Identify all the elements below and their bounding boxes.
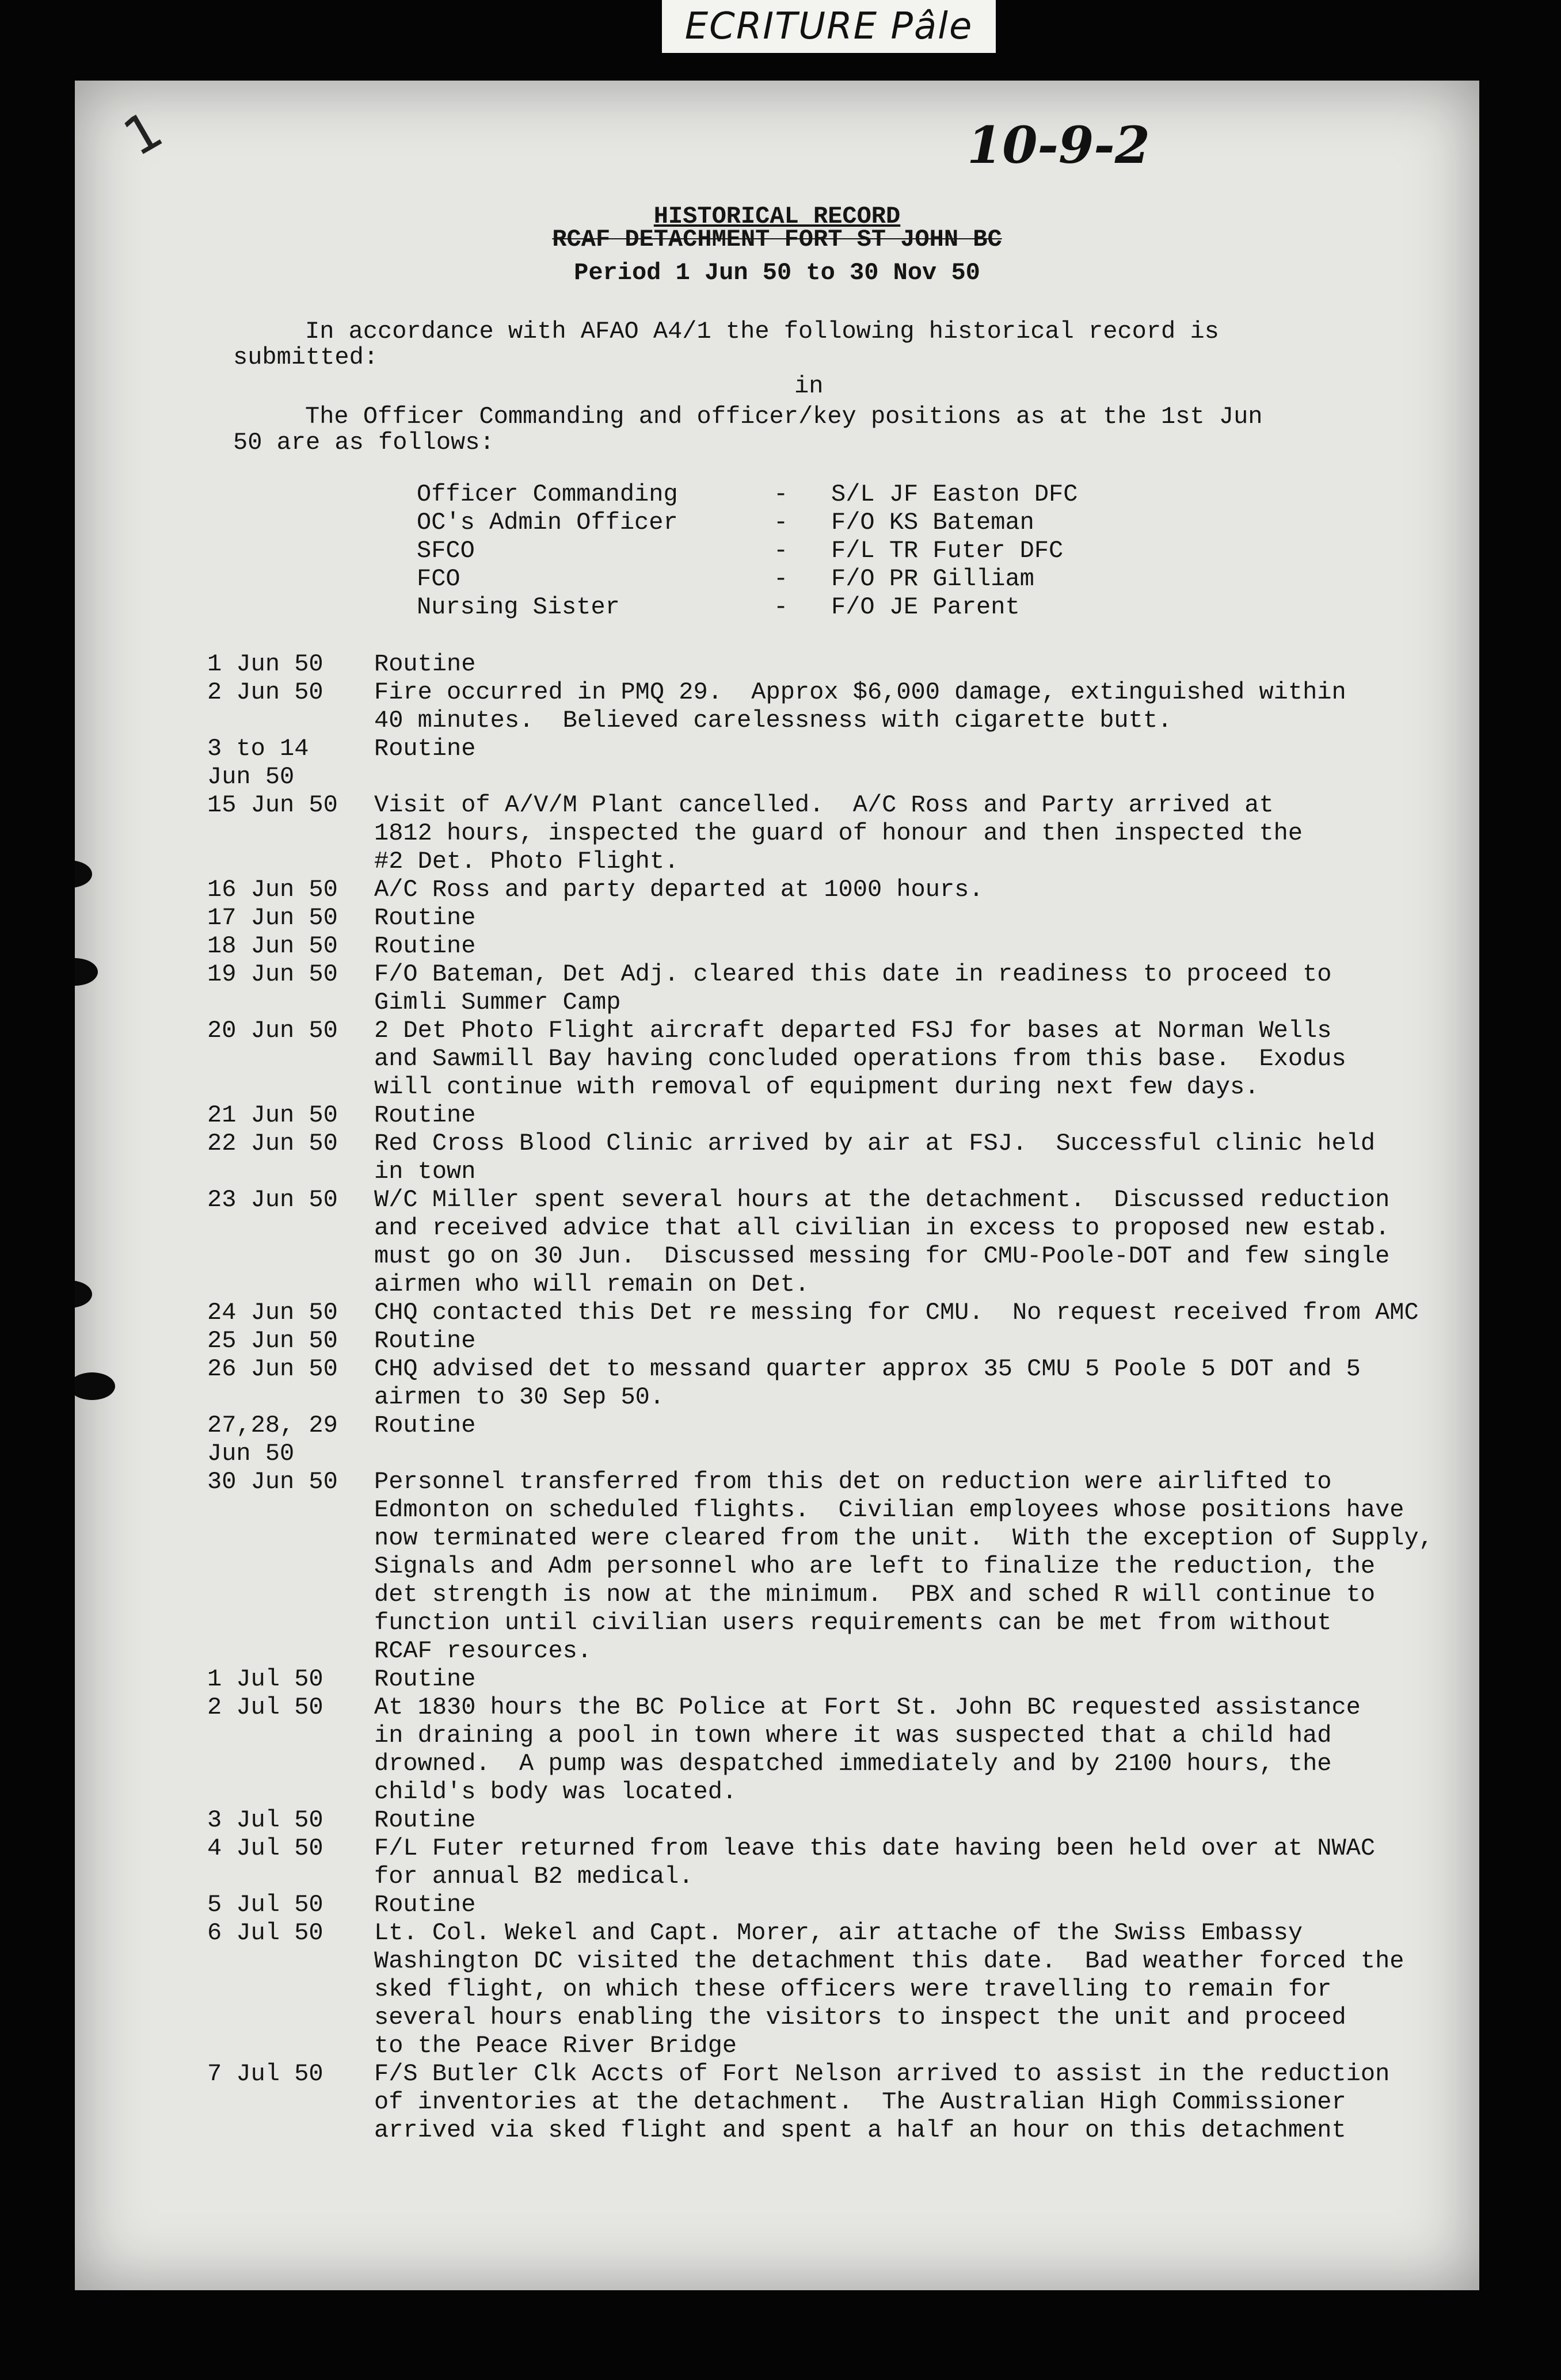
entry-date: 6 Jul 50 [207,1919,323,1947]
intro-line-1: In accordance with AFAO A4/1 the following historical record is [305,318,1219,345]
document-page [75,81,1479,2290]
unit-name: RCAF DETACHMENT FORT ST JOHN BC [552,226,1002,253]
position-role: FCO [417,565,460,593]
entry-text: Personnel transferred from this det on reduction were airlifted to Edmonton on scheduled flights. Civilian employees whose positions have now terminated were cleared from the unit. With the exception of Supply, Signals and Adm personnel who are left to finalize the reduction, the det strength is now at the minimum. PBX and sched R will continue to function until civilian users requirements can be met from without RCAF resources. [374,1468,1433,1665]
position-holder: S/L JF Easton DFC [831,480,1078,508]
position-row [417,593,1292,621]
entry-text: Routine [374,650,476,678]
entry-date: 17 Jun 50 [207,904,338,932]
position-role: SFCO [417,537,475,565]
entry-text: Fire occurred in PMQ 29. Approx $6,000 damage, extinguished within 40 minutes. Believed carelessness with cigarette butt. [374,678,1346,734]
record-entry [207,1186,1474,1299]
record-entry [207,1919,1474,2060]
record-entry [207,1891,1474,1919]
entry-date: 15 Jun 50 [207,791,338,819]
period-line: Period 1 Jun 50 to 30 Nov 50 [574,259,980,287]
entry-text: Routine [374,1806,476,1834]
punch-hole-mark [75,1280,92,1308]
record-entry [207,1130,1474,1186]
position-holder: F/L TR Futer DFC [831,537,1064,565]
record-entry [207,791,1474,876]
entry-date: 4 Jul 50 [207,1834,323,1862]
intro-insert: in [794,372,824,400]
record-entry [207,1694,1474,1806]
position-dash: - [774,537,789,565]
entry-text: Routine [374,1891,476,1919]
entry-text: F/L Futer returned from leave this date having been held over at NWAC for annual B2 medical. [374,1834,1376,1890]
entry-text: 2 Det Photo Flight aircraft departed FSJ for bases at Norman Wells and Sawmill Bay having concluded operations from this base. Exodus will continue with removal of equipment during next few days. [374,1017,1346,1101]
entry-text: Routine [374,1327,476,1355]
entry-text: CHQ advised det to messand quarter approx 35 CMU 5 Poole 5 DOT and 5 airmen to 30 Sep 50. [374,1355,1361,1411]
position-holder: F/O PR Gilliam [831,565,1034,593]
entry-text: Routine [374,1665,476,1693]
position-holder: F/O KS Bateman [831,509,1034,536]
key-positions-list [417,480,1292,621]
entry-text: F/S Butler Clk Accts of Fort Nelson arrived to assist in the reduction of inventories at the detachment. The Australian High Commissioner arrived via sked flight and spent a half an hour on this detachment [374,2060,1390,2144]
file-number: 10-9-2 [967,115,1150,175]
entry-text: Routine [374,735,476,762]
entry-date: 30 Jun 50 [207,1468,338,1496]
record-entry [207,1355,1474,1412]
entry-text: W/C Miller spent several hours at the detachment. Discussed reduction and received advice that all civilian in excess to proposed new estab. must go on 30 Jun. Discussed messing for CMU-Poole-DOT and few single airmen who will remain on Det. [374,1186,1390,1298]
position-dash: - [774,593,789,621]
entry-date: 3 Jul 50 [207,1806,323,1834]
entry-date: 5 Jul 50 [207,1891,323,1919]
entry-date: 7 Jul 50 [207,2060,323,2088]
document-title: HISTORICAL RECORD [653,203,901,230]
position-dash: - [774,509,789,536]
record-entry [207,1101,1474,1130]
position-row [417,565,1292,593]
record-entry [207,960,1474,1017]
record-entry [207,876,1474,904]
entry-date: 20 Jun 50 [207,1017,338,1044]
record-entry [207,1665,1474,1694]
entry-date: 24 Jun 50 [207,1299,338,1326]
entry-text: Routine [374,932,476,960]
record-entry [207,1412,1474,1468]
record-entry [207,1834,1474,1891]
entry-date: 1 Jun 50 [207,650,323,678]
record-entry [207,1327,1474,1355]
entry-date: 27,28, 29 Jun 50 [207,1412,338,1467]
entry-text: Lt. Col. Wekel and Capt. Morer, air attache of the Swiss Embassy Washington DC visited the detachment this date. Bad weather forced the sked flight, on which these officers were travelling to remain for several hours enabling the visitors to inspect the unit and proceed to the Peace River Bridge [374,1919,1404,2059]
record-entry [207,932,1474,960]
entry-date: 25 Jun 50 [207,1327,338,1355]
punch-hole-mark [75,860,92,888]
entry-date: 16 Jun 50 [207,876,338,903]
position-role: Nursing Sister [417,593,620,621]
entry-text: A/C Ross and party departed at 1000 hours. [374,876,984,903]
entry-date: 19 Jun 50 [207,960,338,988]
position-row [417,537,1292,565]
entry-date: 23 Jun 50 [207,1186,338,1214]
intro-line-2: submitted: [233,344,379,371]
entry-date: 22 Jun 50 [207,1130,338,1157]
position-role: Officer Commanding [417,480,678,508]
record-entry [207,1017,1474,1101]
record-entry [207,2060,1474,2145]
record-entry [207,735,1474,791]
intro-line-4: 50 are as follows: [233,429,494,456]
record-entry [207,1806,1474,1834]
entry-date: 26 Jun 50 [207,1355,338,1383]
record-entry [207,678,1474,735]
position-dash: - [774,480,789,508]
entry-date: 1 Jul 50 [207,1665,323,1693]
position-row [417,480,1292,509]
entry-date: 2 Jul 50 [207,1694,323,1721]
entry-date: 21 Jun 50 [207,1101,338,1129]
position-role: OC's Admin Officer [417,509,678,536]
entry-text: Routine [374,904,476,932]
punch-hole-mark [75,958,98,986]
entry-text: F/O Bateman, Det Adj. cleared this date in readiness to proceed to Gimli Summer Camp [374,960,1332,1016]
punch-hole-mark [75,1372,115,1400]
position-dash: - [774,565,789,593]
record-entry [207,904,1474,932]
archive-tab-label: ECRITURE Pâle [662,0,996,53]
entry-text: At 1830 hours the BC Police at Fort St. John BC requested assistance in draining a pool in town where it was suspected that a child had drowned. A pump was despatched immediately and by 2100 hours, the child's body was located. [374,1694,1361,1806]
record-entry [207,1468,1474,1665]
position-holder: F/O JE Parent [831,593,1020,621]
entry-text: Red Cross Blood Clinic arrived by air at FSJ. Successful clinic held in town [374,1130,1376,1185]
entry-text: Routine [374,1412,476,1439]
corner-handwritten-mark: 1 [113,99,173,169]
record-entry [207,650,1474,678]
entry-text: CHQ contacted this Det re messing for CMU. No request received from AMC [374,1299,1419,1326]
entry-text: Routine [374,1101,476,1129]
entry-date: 3 to 14 Jun 50 [207,735,309,791]
entry-text: Visit of A/V/M Plant cancelled. A/C Ross and Party arrived at 1812 hours, inspected the guard of honour and then inspected the #2 Det. Photo Flight. [374,791,1303,875]
entry-date: 18 Jun 50 [207,932,338,960]
intro-line-3: The Officer Commanding and officer/key positions as at the 1st Jun [305,403,1263,430]
entry-date: 2 Jun 50 [207,678,323,706]
position-row [417,509,1292,537]
record-entry [207,1299,1474,1327]
record-entries [207,650,1474,2145]
